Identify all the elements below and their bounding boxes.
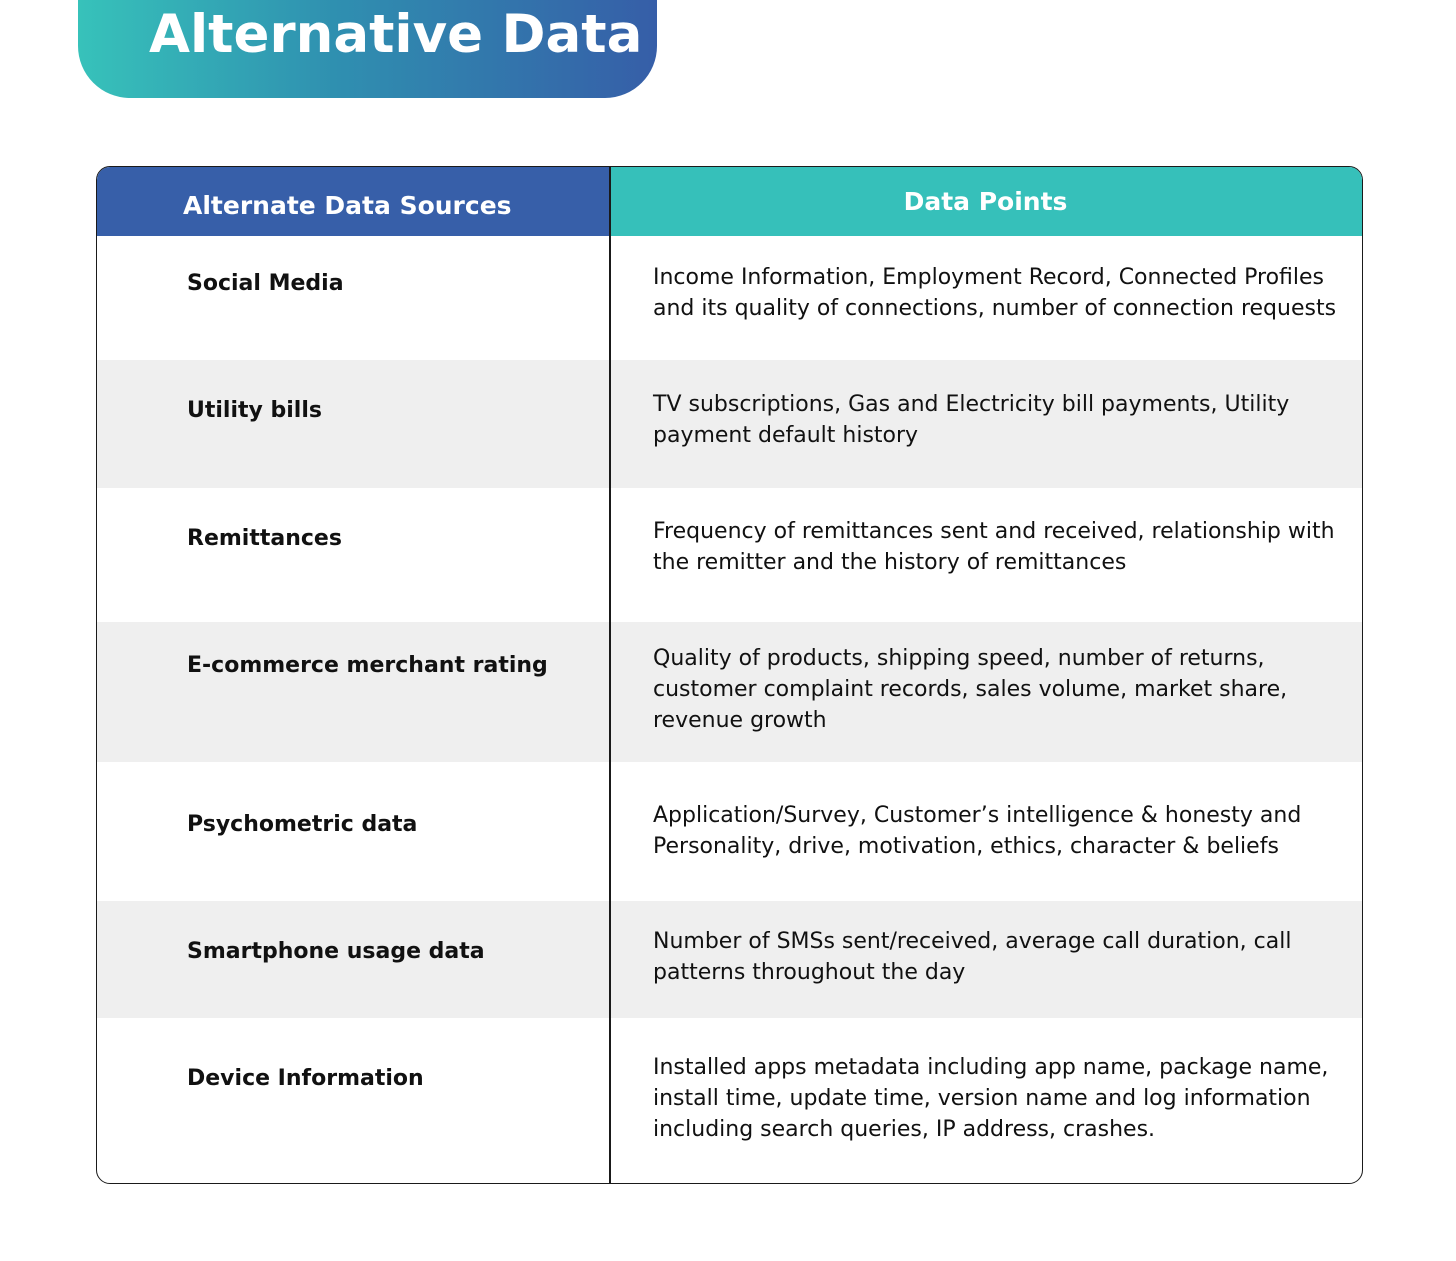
header-cell-sources [97,167,609,236]
row-points: Income Information, Employment Record, Connected Profiles and its quality of connections, number of connection requests [653,265,1337,321]
column-divider [609,167,611,1183]
table-row [97,622,1362,762]
row-source: Social Media [187,271,344,296]
table-row [97,488,1362,622]
row-source: Smartphone usage data [187,939,485,964]
row-source: E-commerce merchant rating [187,653,548,678]
table-header [97,167,1362,236]
row-points: Number of SMSs sent/received, average call duration, call patterns throughout the day [653,929,1292,985]
table-row [97,1018,1362,1184]
row-source: Device Information [187,1066,424,1091]
data-sources-table [96,166,1363,1184]
table-row [97,236,1362,360]
row-points: Frequency of remittances sent and received, relationship with the remitter and the history of remittances [653,519,1335,575]
header-sources-label: Alternate Data Sources [183,191,512,220]
row-points: Installed apps metadata including app name, package name, install time, update time, version name and log information including search queries, IP address, crashes. [653,1055,1329,1142]
page-title: Alternative Data [149,4,643,65]
row-source: Remittances [187,526,342,551]
table-row [97,360,1362,488]
row-source: Psychometric data [187,812,418,837]
table-row [97,762,1362,901]
header-cell-points [609,167,1362,236]
row-points: Quality of products, shipping speed, number of returns, customer complaint records, sales volume, market share, revenue growth [653,646,1288,733]
row-source: Utility bills [187,398,322,423]
title-banner [78,0,657,98]
row-points: TV subscriptions, Gas and Electricity bill payments, Utility payment default history [653,392,1290,448]
header-points-label: Data Points [903,187,1068,216]
row-points: Application/Survey, Customer’s intelligence & honesty and Personality, drive, motivation, ethics, character & beliefs [653,803,1302,859]
table-row [97,901,1362,1018]
